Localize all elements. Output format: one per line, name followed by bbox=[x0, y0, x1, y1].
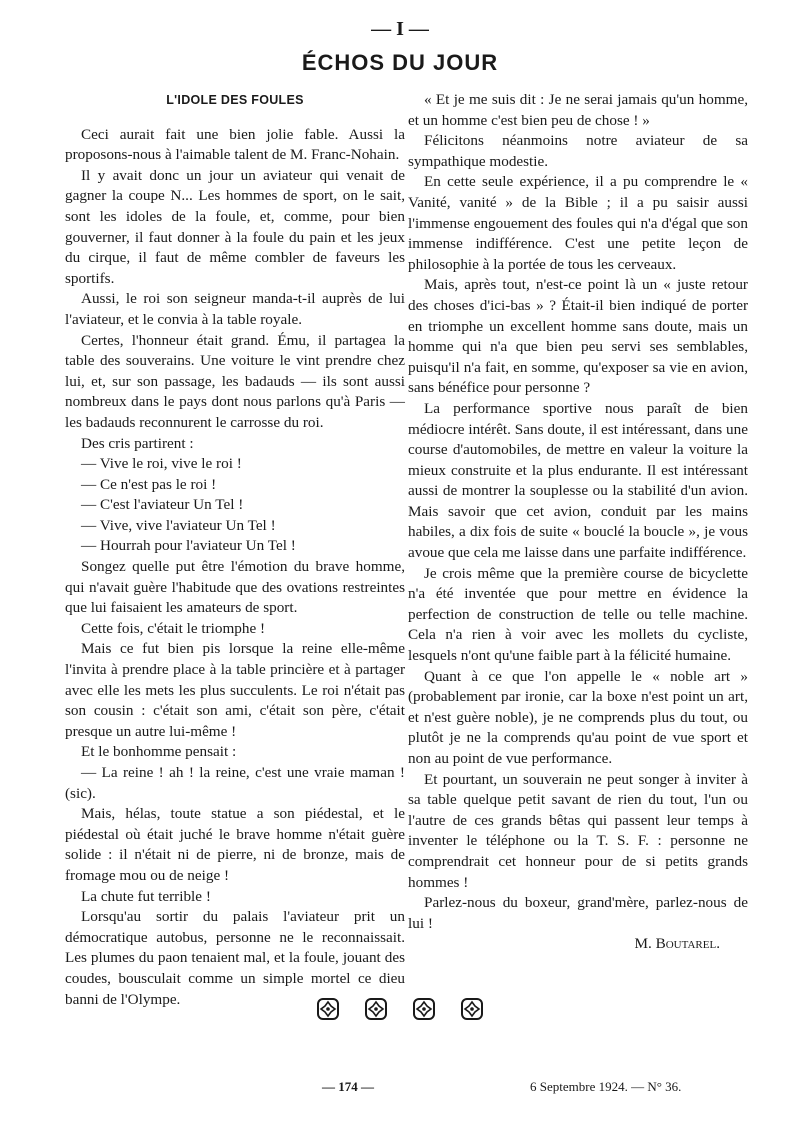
section-number: — I — bbox=[371, 18, 429, 40]
dialogue-line: — Vive, vive l'aviateur Un Tel ! bbox=[81, 516, 276, 534]
page-number: — 174 — bbox=[322, 1079, 374, 1094]
dialogue-line: — Ce n'est pas le roi ! bbox=[81, 475, 217, 493]
fleuron-ornament-icon bbox=[365, 998, 387, 1020]
article-column-right bbox=[408, 90, 748, 955]
paragraph: La chute fut terrible ! bbox=[81, 887, 211, 905]
paragraph: Ceci aurait fait une bien jolie fable. Aussi la proposons-nous à l'aimable talent de M. Franc-Nohain. bbox=[65, 125, 405, 164]
paragraph: Et le bonhomme pensait : bbox=[81, 743, 237, 761]
paragraph: Songez quelle put être l'émotion du brave homme, qui n'avait guère l'habitude que des ovations restreintes que lui faisaient les amateurs de sport. bbox=[65, 558, 405, 617]
page-title: ÉCHOS DU JOUR bbox=[301, 50, 499, 75]
dialogue-line: — C'est l'aviateur Un Tel ! bbox=[81, 496, 244, 514]
paragraph: Lorsqu'au sortir du palais l'aviateur prit un démocratique autobus, personne ne le reconnaissait. Les plumes du paon tenaient mal, et la foule, jouant des coudes, bousculait comme un simple mortel ce dieu banni de l'Olympe. bbox=[65, 908, 405, 1008]
author-signature: M. Boutarel. bbox=[634, 935, 720, 953]
paragraph: Mais, après tout, n'est-ce point là un « juste retour des choses d'ici-bas » ? Était-il bien indiqué de porter en triomphe un excellent homme sans doute, mais un homme qui n'a que bien peu servi ses semblables, puisqu'il n'a fait, en somme, qu'exposer sa vie en avion, sans bénéfice pour personne ? bbox=[408, 276, 748, 397]
paragraph: « Et je me suis dit : Je ne serai jamais qu'un homme, et un homme c'est bien peu de chose ! » bbox=[408, 91, 748, 129]
paragraph: En cette seule expérience, il a pu comprendre le « Vanité, vanité » de la Bible ; il a pu saisir aussi l'immense engouement des foules qui n'a d'égal que son immense indifférence. C'est une petite leçon de philosophie à la portée de tous les cerveaux. bbox=[408, 173, 748, 273]
article-column-left bbox=[65, 90, 405, 1010]
dialogue-line: — Vive le roi, vive le roi ! bbox=[81, 455, 242, 473]
fleuron-ornament-icon bbox=[413, 998, 435, 1020]
paragraph: Cette fois, c'était le triomphe ! bbox=[81, 619, 266, 637]
paragraph: Des cris partirent : bbox=[81, 434, 194, 452]
paragraph: La performance sportive nous paraît de bien médiocre intérêt. Sans doute, il est intéressant, dans une course d'automobiles, de mettre en valeur la voiture la mieux construite et la plus endurante. Il est intéressant aussi de montrer la souplesse ou la stabilité d'un avion. Mais savoir que cet avion, conduit par les mains habiles, a dix fois de suite « bouclé la boucle », je vous avoue que cela me laisse dans une parfaite indifférence. bbox=[408, 399, 748, 562]
paragraph: Mais, hélas, toute statue a son piédestal, et le piédestal où était juché le brave homme n'était guère solide : il n'était ni de pierre, ni de bronze, mais de fromage mou ou de neige ! bbox=[65, 805, 405, 884]
dialogue-line: — La reine ! ah ! la reine, c'est une vraie maman ! (sic). bbox=[65, 764, 405, 802]
issue-date: 6 Septembre 1924. — N° 36. bbox=[530, 1079, 682, 1094]
article-subtitle: L'IDOLE DES FOULES bbox=[166, 93, 304, 107]
fleuron-ornament-icon bbox=[461, 998, 483, 1020]
fleuron-ornament-icon bbox=[317, 998, 339, 1020]
paragraph: Je crois même que la première course de bicyclette n'a été inventée que pour mettre en évidence la perfection de construction de telle ou telle machine. Cela n'a rien à voir avec les mollets du cycliste, lesquels n'ont qu'une faible part à la félicité humaine. bbox=[408, 564, 748, 665]
paragraph: Mais ce fut bien pis lorsque la reine elle-même l'invita à prendre place à la table princière et à partager avec elle les mets les plus succulents. Le roi n'était pas son cousin : c'était son ami, c'était son père, c'était presque un autre lui-même ! bbox=[65, 640, 405, 740]
paragraph: Et pourtant, un souverain ne peut songer à inviter à sa table quelque petit savant de rien du tout, l'un ou l'autre de ces grands bêtas qui passent leur temps à inventer le téléphone ou la T. S. F. : personne ne comprendrait cet honneur pour de si petits grands hommes ! bbox=[408, 770, 748, 891]
dialogue-line: — Hourrah pour l'aviateur Un Tel ! bbox=[81, 537, 296, 555]
paragraph: Félicitons néanmoins notre aviateur de sa sympathique modestie. bbox=[408, 132, 748, 170]
paragraph: Parlez-nous du boxeur, grand'mère, parlez-nous de lui ! bbox=[408, 894, 748, 932]
paragraph: Il y avait donc un jour un aviateur qui venait de gagner la coupe N... Les hommes de sport, on le sait, sont les idoles de la foule, et, comme, pour bien gouverner, il faut donner à la foule du pain et les jeux du cirque, il faut de même combler de faveurs les sportifs. bbox=[65, 166, 405, 287]
paragraph: Aussi, le roi son seigneur manda-t-il auprès de lui l'aviateur, et le convia à la table royale. bbox=[65, 290, 405, 328]
paragraph: Certes, l'honneur était grand. Ému, il partagea la table des souverains. Une voiture le vint prendre chez lui, et, sur son passage, les badauds — ils sont aussi nombreux dans le pays dont nous parlons qu'à Paris — les badauds reconnurent le carrosse du roi. bbox=[65, 331, 405, 431]
paragraph: Quant à ce que l'on appelle le « noble art » (probablement par ironie, car la boxe n'est point un art, et n'est guère noble), je ne comprends plus du tout, ou plutôt je ne la comprends qu'au point de vue sport et non au point de vue performance. bbox=[408, 667, 748, 767]
ornament-divider bbox=[0, 998, 800, 1020]
